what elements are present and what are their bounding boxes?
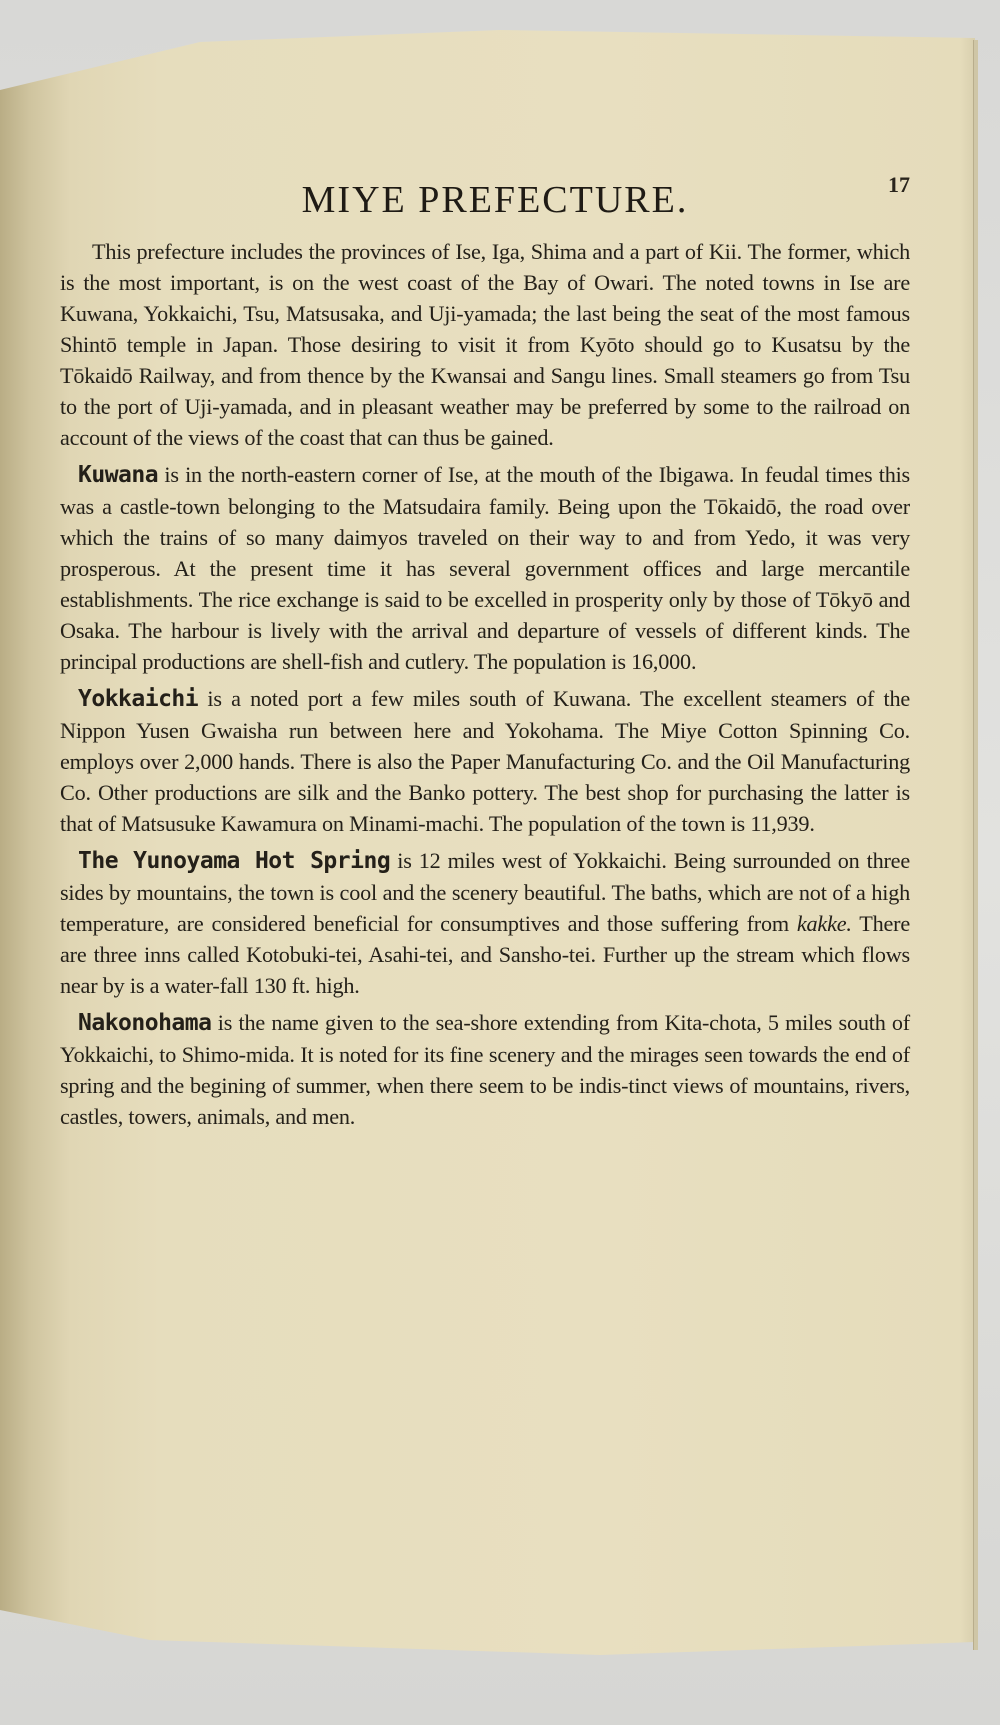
paragraph-text: is a noted port a few miles south of Kuwana. The excellent steamers of the Nippon Yusen Gwaisha run between here and Yokohama. The Miye Cotton Spinning Co. employs over 2,000 hands. There is also the Paper Manufacturing Co. and the Oil Manufacturing Co. Other productions are silk and the Banko pottery. The best shop for purchasing the latter is that of Matsusuke Kawamura on Minami-machi. The population of the town is 11,939. xyxy=(60,686,910,836)
paragraph-heading: The Yunoyama Hot Spring xyxy=(78,848,391,874)
paragraph-text: This prefecture includes the provinces of Ise, Iga, Shima and a part of Kii. The former, which is the most important, is on the west coast of the Bay of Owari. The noted towns in Ise are Kuwana, Yokkaichi, Tsu, Matsusaka, and Uji-yamada; the last being the seat of the most famous Shintō temple in Japan. Those desiring to visit it from Kyōto should go to Kusatsu by the Tōkaidō Railway, and from thence by the Kwansai and Sangu lines. Small steamers go from Tsu to the port of Uji-yamada, and in pleasant weather may be preferred by some to the railroad on account of the views of the coast that can thus be gained. xyxy=(60,239,910,450)
paragraph-heading: Kuwana xyxy=(78,462,159,488)
paragraph-yunoyama xyxy=(60,845,910,1001)
paragraph-heading: Nakonohama xyxy=(78,1010,212,1036)
paragraph-heading: Yokkaichi xyxy=(78,686,199,712)
page-title: MIYE PREFECTURE. xyxy=(301,179,689,221)
page-number: 17 xyxy=(888,172,910,197)
paragraph-yokkaichi xyxy=(60,683,910,839)
paragraph-text: is 12 miles west of Yokkaichi. Being surrounded on three sides by mountains, the town is cool and the scenery beautiful. The baths, which are not of a high temperature, are considered beneficial for consumptives and those suffering from xyxy=(60,848,910,936)
italic-term: kakke. xyxy=(796,911,852,936)
paragraph-text: is in the north-eastern corner of Ise, at the mouth of the Ibigawa. In feudal times this was a castle-town belonging to the Matsudaira family. Being upon the Tōkaidō, the road over which the trains of so many daimyos traveled on their way to and from Yedo, it was very prosperous. At the present time it has several government offices and large mercantile establishments. The rice exchange is said to be excelled in prosperity only by those of Tōkyō and Osaka. The harbour is lively with the arrival and departure of vessels of different kinds. The principal productions are shell-fish and cutlery. The population is 16,000. xyxy=(60,462,910,674)
paragraph-nakonohama xyxy=(60,1007,910,1132)
paragraph-kuwana xyxy=(60,459,910,677)
page-content xyxy=(60,150,910,1138)
paragraph-text: There are three inns called Kotobuki-tei, Asahi-tei, and Sansho-tei. Further up the stream which flows near by is a water-fall 130 ft. high. xyxy=(60,911,910,998)
paragraph-intro xyxy=(60,236,910,453)
page-edge xyxy=(973,40,978,1650)
paragraph-text: is the name given to the sea-shore extending from Kita-chota, 5 miles south of Yokkaichi, to Shimo-mida. It is noted for its fine scenery and the mirages seen towards the end of spring and the begining of summer, when there seem to be indis-tinct views of mountains, rivers, castles, towers, animals, and men. xyxy=(60,1010,910,1129)
